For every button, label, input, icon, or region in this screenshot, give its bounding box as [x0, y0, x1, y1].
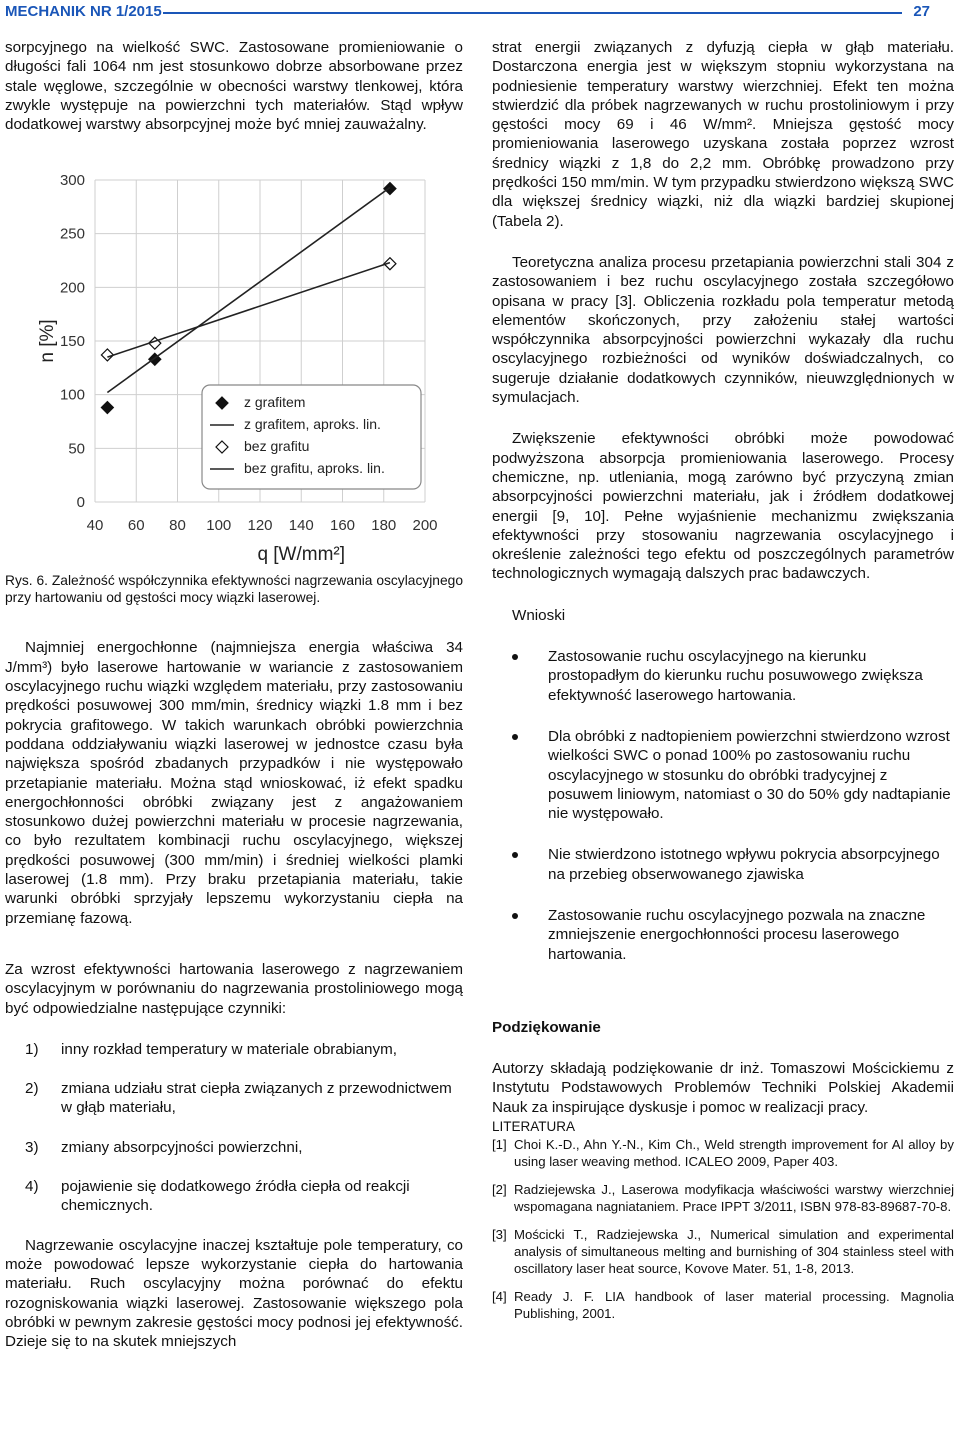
paragraph: Zwiększenie efektywności obróbki może powodować podwyższona absorpcja promieniowania laserowego. Procesy chemiczne, np. utleniania, mogą zarówno być przyczyną zmian absorpcyjności powierzchni materiału, jak i źródłem dodatkowej energii [9, 10]. Pełne wyjaśnienie mechanizmu zwiększania efektywności przy stosowaniu nagrzewania oscylacyjnego i określenie zależności tego efektu od poszczególnych parametrów technologicznych wymagają dalszych prac badawczych. — [492, 430, 954, 583]
reference-text: Ready J. F. LIA handbook of laser material processing. Magnolia Publishing, 2001. — [514, 1289, 954, 1322]
references-heading: LITERATURA — [492, 1119, 576, 1135]
reference-item — [492, 1136, 954, 1170]
paragraph: strat energii związanych z dyfuzją ciepła w głąb materiału. Dostarczona energia jest w większym stopniu wykorzystana na podniesienie temperatury warstwy wierzchniej. Efekt ten można stwierdzić dla próbek nagrzewanych w ruchu prostoliniowym i przy gęstości mocy 69 i 46 W/mm². Mniejsza gęstość mocy promieniowania laserowego uzyskana została poprzez wzrost średnicy wiązki z 1,8 do 2,2 mm. Obróbkę prowadzono przy prędkości 150 mm/min. W tym przypadku stwierdzono większą SWC dla większej średnicy wiązki, niż dla wiązki bardziej skupionej (Tabela 2). — [492, 39, 954, 230]
page-number: 27 — [913, 3, 930, 20]
list-text: Nie stwierdzono istotnego wpływu pokrycia absorpcyjnego na przebieg obserwowanego zjawiska — [548, 846, 940, 883]
reference-item — [492, 1288, 954, 1322]
list-item — [492, 906, 954, 964]
reference-number: [1] — [492, 1137, 507, 1153]
journal-title: MECHANIK NR 1/2015 — [5, 3, 162, 20]
reference-number: [2] — [492, 1182, 507, 1198]
list-text: Dla obróbki z nadtopieniem powierzchni stwierdzono wzrost wielkości SWC o ponad 100% po zastosowaniu ruchu oscylacyjnego w stosunku do obróbki tradycyjnej z posuwem liniowym, natomiast o 30 do 50% gdy nadtapianie nie występowało. — [548, 727, 951, 823]
legend-entry: bez grafitu, aproks. lin. — [244, 460, 385, 477]
factors-list — [5, 1040, 463, 1216]
y-tick-label: 150 — [59, 333, 85, 351]
list-item — [5, 1040, 463, 1059]
page-header — [0, 0, 960, 26]
list-item — [5, 1138, 463, 1157]
figure-caption — [5, 572, 463, 606]
y-axis-label: n [%] — [37, 319, 58, 364]
list-text: Zastosowanie ruchu oscylacyjnego pozwala na znaczne zmniejszenie energochłonności procesu laserowego hartowania. — [548, 906, 926, 963]
acknowledgement-heading: Podziękowanie — [492, 1018, 601, 1036]
list-item — [5, 1079, 463, 1118]
paragraph: Teoretyczna analiza procesu przetapiania powierzchni stali 304 z zastosowaniem i bez ruchu oscylacyjnego została szczegółowo opisana w pracy [3]. Obliczenia rozkładu pola temperatur metodą elementów skończonych, przy założeniu stałej wartości współczynnika absorpcyjności powierzchni wykazały dla ruchu oscylacyjnego rozbieżności od wyników doświadczalnych, co sugeruje działanie dodatkowych czynników, nieuwzględnionych w symulacjach. — [492, 253, 954, 407]
conclusions-list — [492, 647, 954, 964]
reference-number: [4] — [492, 1289, 507, 1305]
list-text: inny rozkład temperatury w materiale obrabianym, — [61, 1040, 397, 1058]
chart-svg — [5, 152, 463, 572]
series-line — [107, 263, 390, 357]
y-tick-label: 300 — [59, 172, 85, 190]
legend-entry: bez grafitu — [244, 438, 310, 455]
references-list — [492, 1136, 954, 1322]
acknowledgement-text: Autorzy składają podziękowanie dr inż. Tomaszowi Mościckiemu z Instytutu Podstawowych Problemów Techniki Polskiej Akademii Nauk za inspirujące dyskusje i pomoc w realizacji pracy. — [492, 1060, 954, 1116]
paragraph: Najmniej energochłonne (najmniejsza energia właściwa 34 J/mm³) było laserowe hartowanie w wariancie z zastosowaniem oscylacyjnego ruchu wiązki względem materiału, przy zastosowaniu prędkości posuwowej 300 mm/min, średnicy wiązki 1.8 mm i bez pokrycia grafitowego. W takich warunkach obróbki powierzchnia poddana oddziaływaniu wiązki laserowej w jednostce czasu była największa spośród zbadanych przypadków i nie występowało przetapianie materiału. Można stąd wnioskować, iż efekt spadku energochłonności obróbki związany jest z angażowaniem stosunkowo dużej powierzchni materiału w procesie nagrzewania, co było rezultatem kombinacji ruchu oscylacyjnego, większej prędkości posuwowej (300 mm/min) i średniej wielkości plamki laserowej (1.8 mm). Przy braku przetapiania materiału, takie warunki obróbki sprzyjały lepszemu wykorzystaniu ciepła na przemianę fazową. — [5, 639, 463, 927]
reference-number: [3] — [492, 1227, 507, 1243]
left-column — [5, 38, 463, 1351]
paragraph: sorpcyjnego na wielkość SWC. Zastosowane promieniowanie o długości fali 1064 nm jest stosunkowo dobrze absorbowane przez stale węglowe, szczególnie w obecności warstwy tlenkowej, która zwykle występuje na powierzchni tych materiałów. Stąd wpływ dodatkowej warstwy absorpcyjnej może być mniej zauważalny. — [5, 39, 463, 134]
series-line — [107, 188, 390, 393]
paragraph: Nagrzewanie oscylacyjne inaczej kształtuje pole temperatury, co może powodować lepsze wykorzystanie ciepła do hartowania materiału. Ruch oscylacyjny można porównać do efektu rozogniskowania wiązki laserowej. Zastosowanie większego pola obróbki w pewnym zakresie gęstości mocy podnosi jej efektywność. Dzieje się to na skutek mniejszych — [5, 1236, 463, 1351]
list-number: 4) — [25, 1178, 39, 1196]
figure-chart — [5, 152, 463, 572]
data-point-filled — [101, 402, 113, 414]
list-item — [492, 647, 954, 705]
reference-text: Choi K.-D., Ahn Y.-N., Kim Ch., Weld strength improvement for Al alloy by using laser weaving method. ICALEO 2009, Paper 403. — [514, 1137, 954, 1170]
list-item — [5, 1177, 463, 1216]
bullet-icon — [512, 852, 518, 858]
list-text: zmiany absorpcyjności powierzchni, — [61, 1138, 303, 1156]
caption-text: Zależność współczynnika efektywności nagrzewania oscylacyjnego przy hartowaniu od gęstości mocy wiązki laserowej. — [5, 573, 464, 606]
y-tick-label: 250 — [59, 226, 85, 244]
legend-entry: z grafitem, aproks. lin. — [244, 416, 381, 433]
data-point-filled — [384, 183, 396, 195]
bullet-icon — [512, 913, 518, 919]
bullet-icon — [512, 734, 518, 740]
caption-label: Rys. 6. — [5, 573, 48, 589]
x-tick-label: 100 — [206, 517, 232, 535]
x-tick-label: 160 — [329, 517, 356, 535]
y-tick-label: 200 — [59, 279, 85, 297]
bullet-icon — [512, 654, 518, 660]
list-text: pojawienie się dodatkowego źródła ciepła od reakcji chemicznych. — [61, 1178, 410, 1215]
list-number: 1) — [25, 1040, 39, 1058]
x-tick-label: 40 — [86, 517, 104, 535]
list-number: 3) — [25, 1138, 39, 1156]
x-tick-label: 180 — [371, 517, 397, 535]
list-item — [492, 845, 954, 884]
x-tick-label: 140 — [288, 517, 314, 535]
list-item — [492, 727, 954, 823]
y-tick-label: 50 — [68, 440, 85, 458]
header-rule — [163, 12, 902, 14]
reference-text: Radziejewska J., Laserowa modyfikacja właściwości warstwy wierzchniej wspomagana nagniataniem. Prace IPPT 3/2011, ISBN 978-83-89687-70-8. — [514, 1182, 954, 1215]
x-tick-label: 120 — [247, 517, 273, 535]
paragraph: Za wzrost efektywności hartowania laserowego z nagrzewaniem oscylacyjnym w porównaniu do nagrzewania prostoliniowego mogą być odpowiedzialne następujące czynniki: — [5, 960, 463, 1017]
reference-item — [492, 1226, 954, 1277]
right-column — [492, 38, 954, 1333]
reference-text: Mościcki T., Radziejewska J., Numerical simulation and experimental analysis of simultaneous melting and burnishing of 304 stainless steel with oscillatory laser heat source, Kovove Mater. 51, 1-8, 2013. — [514, 1227, 954, 1277]
reference-item — [492, 1181, 954, 1215]
conclusions-heading: Wnioski — [512, 606, 566, 624]
y-tick-label: 100 — [59, 387, 85, 405]
list-text: zmiana udziału strat ciepła związanych z przewodnictwem w głąb materiału, — [61, 1080, 452, 1117]
x-tick-label: 60 — [127, 517, 145, 535]
x-tick-label: 200 — [412, 517, 438, 535]
x-tick-label: 80 — [169, 517, 186, 535]
list-number: 2) — [25, 1080, 39, 1098]
y-tick-label: 0 — [76, 494, 85, 512]
list-text: Zastosowanie ruchu oscylacyjnego na kierunku prostopadłym do kierunku ruchu posuwowego zwiększa efektywność laserowego hartowania. — [548, 648, 923, 704]
x-axis-label: q [W/mm²] — [257, 544, 346, 566]
legend-entry: z grafitem — [244, 394, 306, 411]
